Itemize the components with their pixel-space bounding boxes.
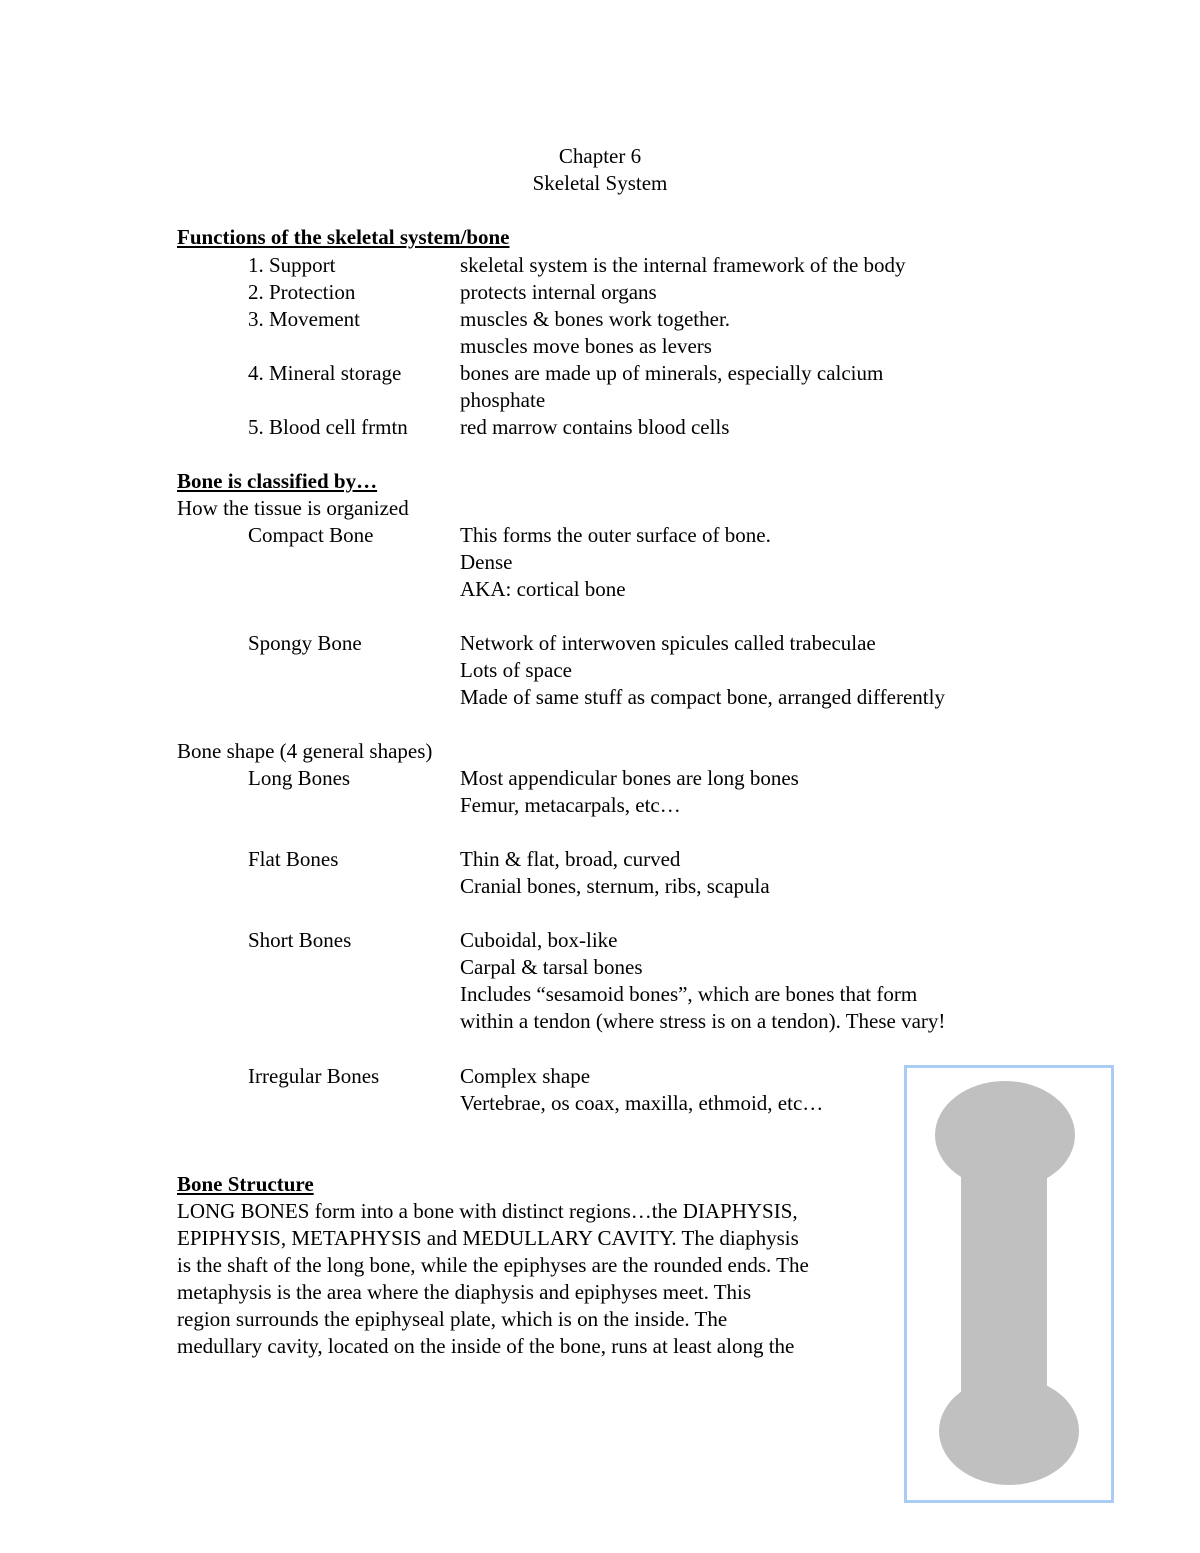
structure-line: is the shaft of the long bone, while the epiphyses are the rounded ends. The [177, 1253, 809, 1277]
function-label: 1. Support [248, 253, 336, 277]
tissue-type-desc: Dense [460, 550, 513, 574]
shape-label: Long Bones [248, 766, 351, 790]
shape-desc: Vertebrae, os coax, maxilla, ethmoid, etc… [460, 1091, 824, 1115]
tissue-type-label: Spongy Bone [248, 631, 362, 655]
structure-line: LONG BONES form into a bone with distinct regions…the DIAPHYSIS, [177, 1199, 798, 1223]
function-label: 4. Mineral storage [248, 361, 402, 385]
function-desc: muscles move bones as levers [460, 334, 712, 358]
page-title: Skeletal System [532, 171, 668, 195]
shape-desc: Cuboidal, box-like [460, 928, 618, 952]
function-desc: protects internal organs [460, 280, 657, 304]
function-label: 3. Movement [248, 307, 360, 331]
structure-heading: Bone Structure [177, 1172, 314, 1196]
shape-desc: within a tendon (where stress is on a tendon). These vary! [460, 1009, 946, 1033]
long-bone-figure [904, 1065, 1114, 1503]
function-desc: red marrow contains blood cells [460, 415, 730, 439]
structure-line: medullary cavity, located on the inside of the bone, runs at least along the [177, 1334, 795, 1358]
shape-label: Short Bones [248, 928, 352, 952]
shape-desc: Thin & flat, broad, curved [460, 847, 681, 871]
function-label: 5. Blood cell frmtn [248, 415, 408, 439]
structure-line: metaphysis is the area where the diaphysis and epiphyses meet. This [177, 1280, 752, 1304]
structure-line: EPIPHYSIS, METAPHYSIS and MEDULLARY CAVITY. The diaphysis [177, 1226, 799, 1250]
shape-desc: Includes “sesamoid bones”, which are bones that form [460, 982, 918, 1006]
classification-heading: Bone is classified by… [177, 469, 378, 493]
long-bone-icon [907, 1068, 1111, 1500]
shape-label: Flat Bones [248, 847, 339, 871]
chapter-label: Chapter 6 [558, 144, 642, 168]
tissue-type-desc: This forms the outer surface of bone. [460, 523, 771, 547]
shape-intro: Bone shape (4 general shapes) [177, 739, 433, 763]
shape-desc: Complex shape [460, 1064, 591, 1088]
functions-heading: Functions of the skeletal system/bone [177, 225, 510, 249]
tissue-type-desc: AKA: cortical bone [460, 577, 626, 601]
tissue-intro: How the tissue is organized [177, 496, 409, 520]
structure-line: region surrounds the epiphyseal plate, which is on the inside. The [177, 1307, 728, 1331]
distal-epiphysis [939, 1377, 1079, 1485]
diaphysis [961, 1168, 1047, 1408]
function-desc: bones are made up of minerals, especially calcium [460, 361, 884, 385]
tissue-type-label: Compact Bone [248, 523, 374, 547]
shape-desc: Femur, metacarpals, etc… [460, 793, 681, 817]
shape-desc: Most appendicular bones are long bones [460, 766, 799, 790]
function-label: 2. Protection [248, 280, 356, 304]
function-desc: phosphate [460, 388, 546, 412]
function-desc: skeletal system is the internal framework of the body [460, 253, 906, 277]
shape-desc: Cranial bones, sternum, ribs, scapula [460, 874, 770, 898]
structure-paragraph [177, 1198, 892, 1360]
function-desc: muscles & bones work together. [460, 307, 731, 331]
shape-label: Irregular Bones [248, 1064, 380, 1088]
tissue-type-desc: Network of interwoven spicules called trabeculae [460, 631, 876, 655]
shape-desc: Carpal & tarsal bones [460, 955, 643, 979]
tissue-type-desc: Made of same stuff as compact bone, arranged differently [460, 685, 945, 709]
tissue-type-desc: Lots of space [460, 658, 572, 682]
